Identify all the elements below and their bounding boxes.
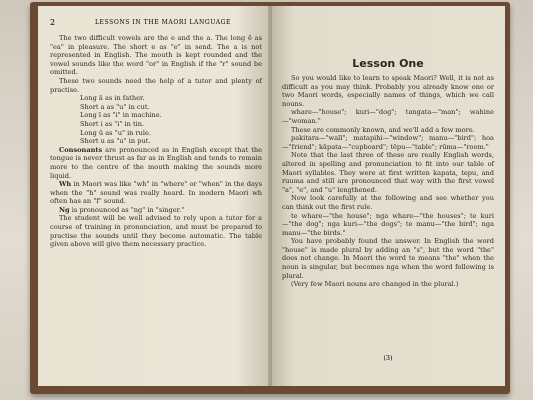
right-page-number: (3) — [383, 354, 393, 362]
paragraph-text: are pronounced as in English except that the tongue is never thrust as far as in English and tends to remain more to the centre of the mouth making the sounds more liquid. — [50, 145, 262, 180]
vowel-list-item: Short u as "u" in put. — [80, 137, 151, 146]
lesson-title: Lesson One — [352, 57, 424, 70]
paragraph-lead: Wh — [59, 180, 72, 189]
right-page-text — [282, 74, 494, 289]
paragraph-text: in Maori was like "wh" in "where" or "when" in the days when the "h" sound was really heard. In modern Maori wh often has an "f" sound. — [50, 180, 262, 206]
paragraph: You have probably found the answer. In English the word "house" is made plural by adding an "s", but the word "the" does not change. In Maori the word te means "the" when the noun is singular, but becomes nga when the word following is plural. — [282, 237, 494, 280]
vocab-line: whare—"house"; kuri—"dog"; tangata—"man"; wahine—"woman." — [282, 108, 494, 125]
paragraph-text: The student will be well advised to rely upon a tutor for a course of training in pronunciation, and must be prepared to practise the sounds until they become automatic. The table given above will give them necessary practice. — [50, 214, 262, 249]
vowel-list-item: Short a as "u" in cut. — [80, 102, 150, 111]
paragraph — [50, 206, 262, 215]
paragraph: The two difficult vowels are the e and the a. The long ē as "ea" in pleasure. The short e as "e" in send. The a is not represented in English. The mouth is kept rounded and the vowel sounds like the word "or" in English if the "r" sound be omitted. — [50, 34, 262, 77]
vocab-line: pakitara—"wall"; matapihi—"window"; manu—"bird"; hoa—"friend"; kāpata—"cupboard"; tēpu—"table"; rūma—"room." — [282, 134, 494, 151]
paragraph: These two sounds need the help of a tutor and plenty of practise. — [50, 76, 262, 94]
paragraph: Now look carefully at the following and see whether you can think out the first rule. — [282, 194, 494, 211]
paragraph: So you would like to learn to speak Maori? Well, it is not as difficult as you may think. Probably you already know one or two Maori words, especially names of things, which we call nouns. — [282, 74, 494, 108]
vowel-list-item: Long ī as "i" in machine. — [80, 111, 162, 120]
left-page-text — [50, 34, 262, 249]
paragraph-lead: Consonants — [59, 145, 103, 154]
paragraph-lead: Ng — [59, 205, 70, 214]
left-page-number: 2 — [50, 18, 56, 27]
vowel-list-item: Short i as "i" in tin. — [80, 119, 145, 128]
vowel-list-item: Long ā as in father. — [80, 94, 145, 103]
paragraph — [50, 146, 262, 180]
book-gutter — [268, 6, 272, 386]
paragraph — [50, 180, 262, 206]
vowel-list-item: Long ū as "u" in rule. — [80, 128, 152, 137]
paragraph: (Very few Maori nouns are changed in the plural.) — [291, 280, 459, 289]
paragraph: Note that the last three of these are really English words, altered in spelling and pronunciation to fit into our table of Maori syllables. They were at first written kapata, tepu, and ruuma and still are pronounced that way with the first vowel "a", "e", and "u" lengthened. — [282, 151, 494, 194]
left-page-header — [50, 18, 262, 30]
paragraph-text: is pronounced as "ng" in "singer." — [69, 205, 185, 214]
vocab-line: te whare—"the house"; nga whare—"the houses"; te kuri—"the dog"; nga kuri—"the dogs"; te manu—"the bird"; nga manu—"the birds." — [282, 211, 494, 237]
paragraph — [50, 214, 262, 248]
paragraph: These are commonly known, and we'll add a few more. — [291, 125, 475, 134]
running-title: LESSONS IN THE MAORI LANGUAGE — [94, 19, 232, 26]
